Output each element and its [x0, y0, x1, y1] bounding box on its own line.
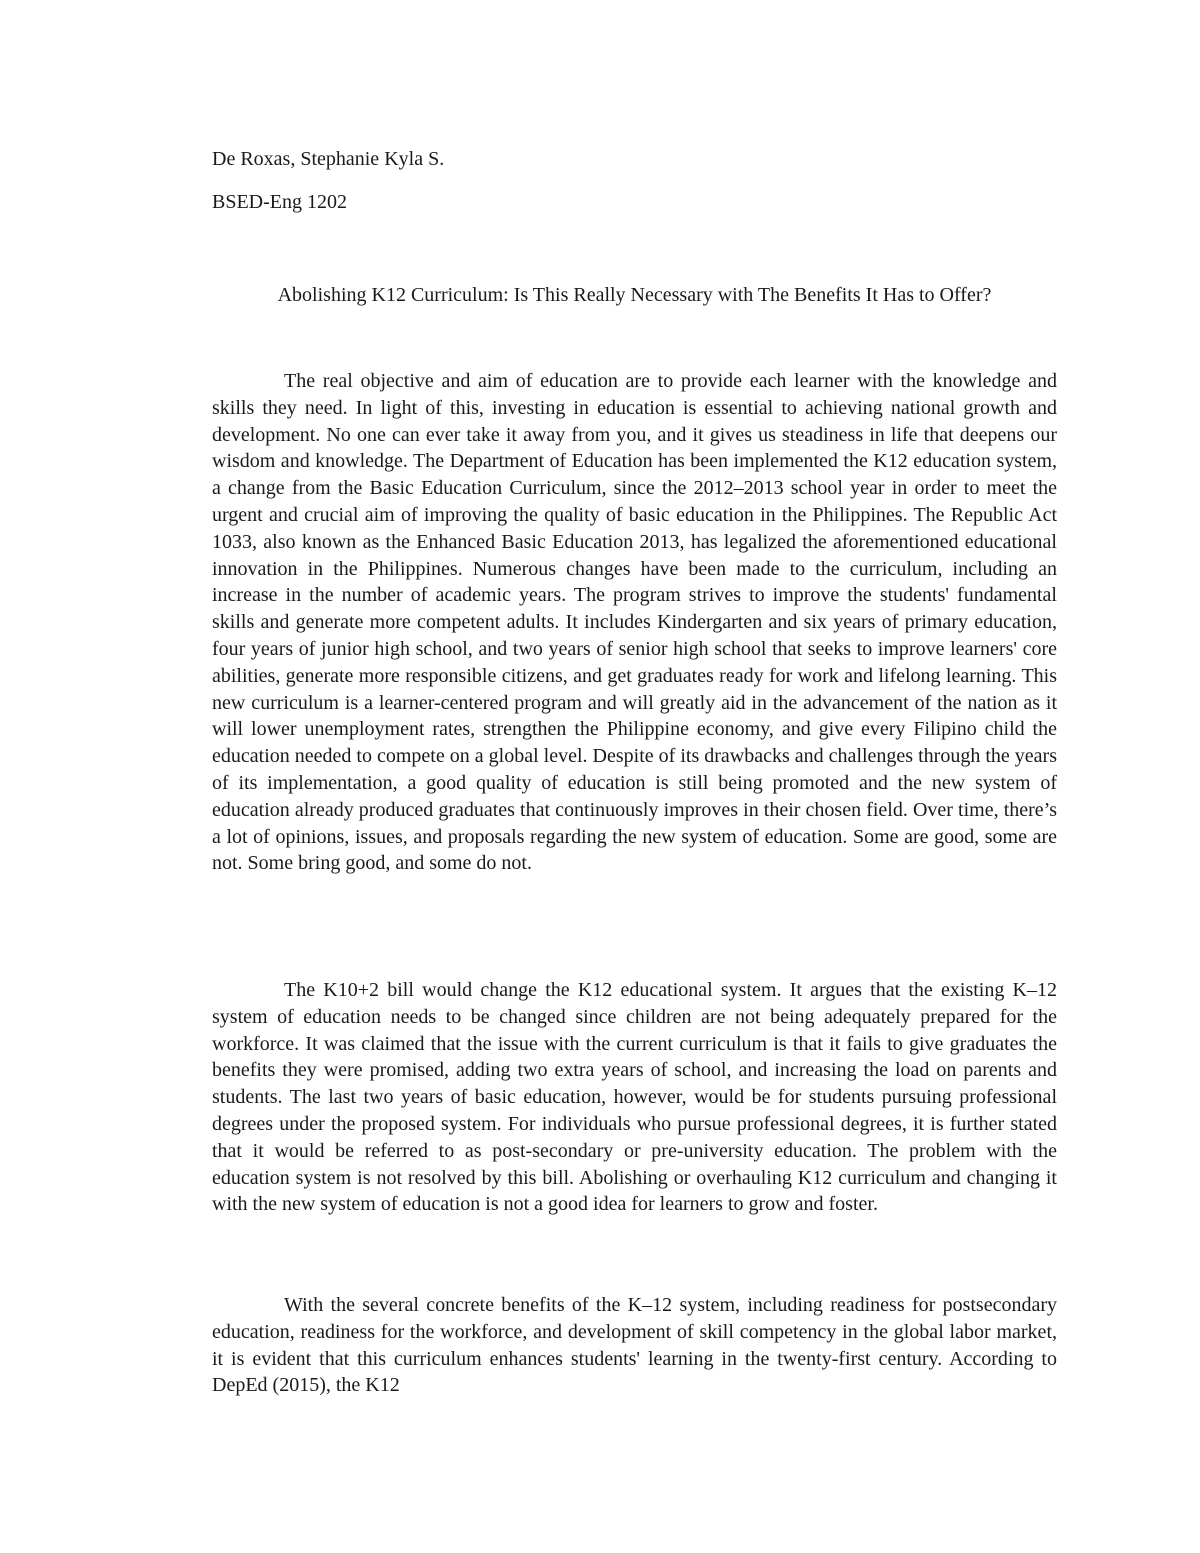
- body-paragraph-2: The K10+2 bill would change the K12 educational system. It argues that the existing K–12 system of education needs to be changed since children are not being adequately prepared for the workforce. It was claimed that the issue with the current curriculum is that it fails to give graduates the benefits they were promised, adding two extra years of school, and increasing the load on parents and students. The last two years of basic education, however, would be for students pursuing professional degrees under the proposed system. For individuals who pursue professional degrees, it is further stated that it would be referred to as post-secondary or pre-university education. The problem with the education system is not resolved by this bill. Abolishing or overhauling K12 curriculum and changing it with the new system of education is not a good idea for learners to grow and foster.: [212, 979, 1057, 1216]
- section-code: BSED-Eng 1202: [212, 191, 347, 213]
- essay-title: Abolishing K12 Curriculum: Is This Really Necessary with The Benefits It Has to Offer?: [277, 284, 992, 306]
- body-paragraph-1: The real objective and aim of education are to provide each learner with the knowledge and skills they need. In light of this, investing in education is essential to achieving national growth and development. No one can ever take it away from you, and it gives us steadiness in life that deepens our wisdom and knowledge. The Department of Education has been implemented the K12 education system, a change from the Basic Education Curriculum, since the 2012–2013 school year in order to meet the urgent and crucial aim of improving the quality of basic education in the Philippines. The Republic Act 1033, also known as the Enhanced Basic Education 2013, has legalized the aforementioned educational innovation in the Philippines. Numerous changes have been made to the curriculum, including an increase in the number of academic years. The program strives to improve the students' fundamental skills and generate more competent adults. It includes Kindergarten and six years of primary education, four years of junior high school, and two years of senior high school that seeks to improve learners' core abilities, generate more responsible citizens, and get graduates ready for work and lifelong learning. This new curriculum is a learner-centered program and will greatly aid in the advancement of the nation as it will lower unemployment rates, strengthen the Philippine economy, and give every Filipino child the education needed to compete on a global level. Despite of its drawbacks and challenges through the years of its implementation, a good quality of education is still being promoted and the new system of education already produced graduates that continuously improves in their chosen field. Over time, there’s a lot of opinions, issues, and proposals regarding the new system of education. Some are good, some are not. Some bring good, and some do not.: [212, 370, 1057, 875]
- author-name: De Roxas, Stephanie Kyla S.: [212, 148, 445, 170]
- body-paragraph-3: With the several concrete benefits of the K–12 system, including readiness for postsecondary education, readiness for the workforce, and development of skill competency in the global labor market, it is evident that this curriculum enhances students' learning in the twenty-first century. According to DepEd (2015), the K12: [212, 1294, 1057, 1397]
